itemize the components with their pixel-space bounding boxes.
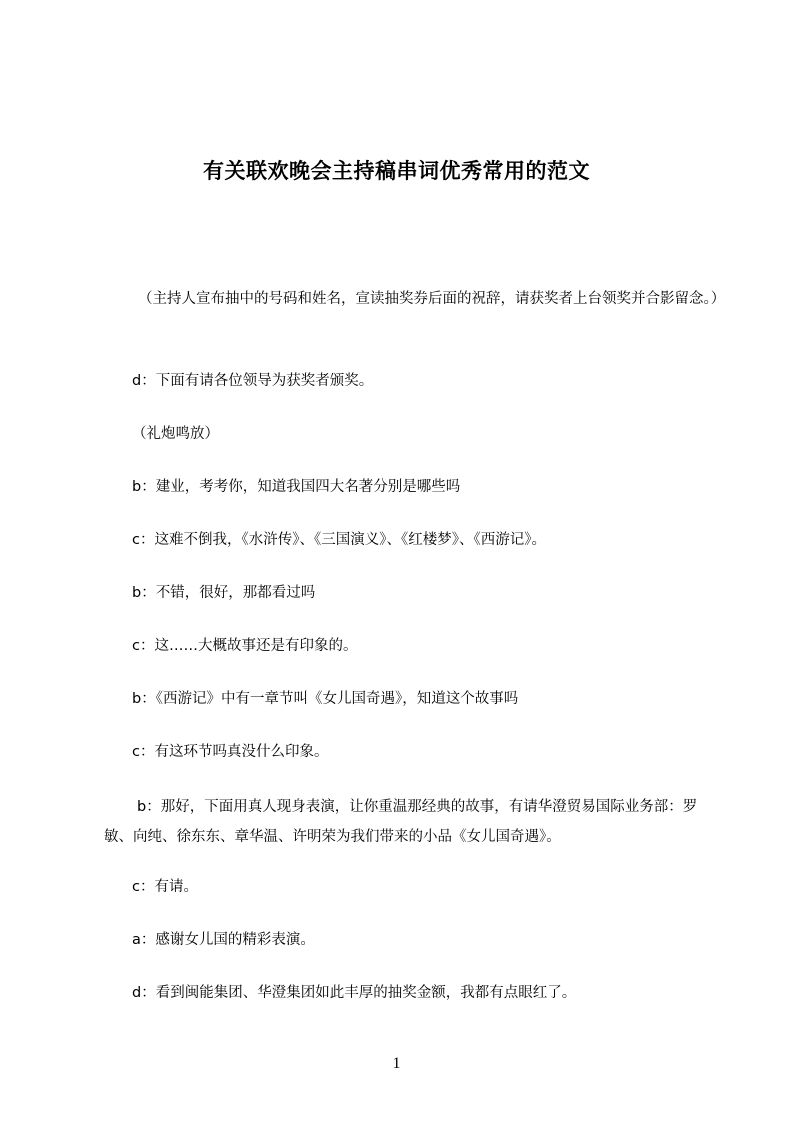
paragraph-b-classics-question: b：建业，考考你，知道我国四大名著分别是哪些吗 [132,479,461,495]
paragraph-a-thanks: a：感谢女儿国的精彩表演。 [132,932,315,948]
paragraph-b-read-question: b：不错，很好，那都看过吗 [132,585,316,601]
page-number: 1 [392,1055,401,1072]
paragraph-b-skit-intro: b：那好，下面用真人现身表演，让你重温那经典的故事，有请华澄贸易国际业务部：罗敏、向纯、徐东东、章华温、许明荣为我们带来的小品《女儿国奇遇》。 [104,799,698,845]
paragraph-b-chapter-question: b：《西游记》中有一章节叫《女儿国奇遇》，知道这个故事吗 [132,691,519,707]
paragraph-d-award-invite: d：下面有请各位领导为获奖者颁奖。 [132,373,374,389]
paragraph-c-please: c：有请。 [132,879,198,895]
paragraph-host-announcement: （主持人宣布抽中的号码和姓名，宣读抽奖券后面的祝辞，请获奖者上台领奖并合影留念。） [138,291,726,307]
paragraph-c-no-memory: c：有这环节吗真没什么印象。 [132,744,329,760]
paragraph-c-impression: c：这……大概故事还是有印象的。 [132,638,358,654]
document-title: 有关联欢晚会主持稿串词优秀常用的范文 [203,159,590,184]
paragraph-c-classics-answer: c：这难不倒我，《水浒传》、《三国演义》、《红楼梦》、《西游记》。 [132,532,546,548]
paragraph-d-lottery-remark: d：看到闽能集团、华澄集团如此丰厚的抽奖金额，我都有点眼红了。 [132,985,577,1001]
paragraph-fireworks: （礼炮鸣放） [132,426,219,442]
